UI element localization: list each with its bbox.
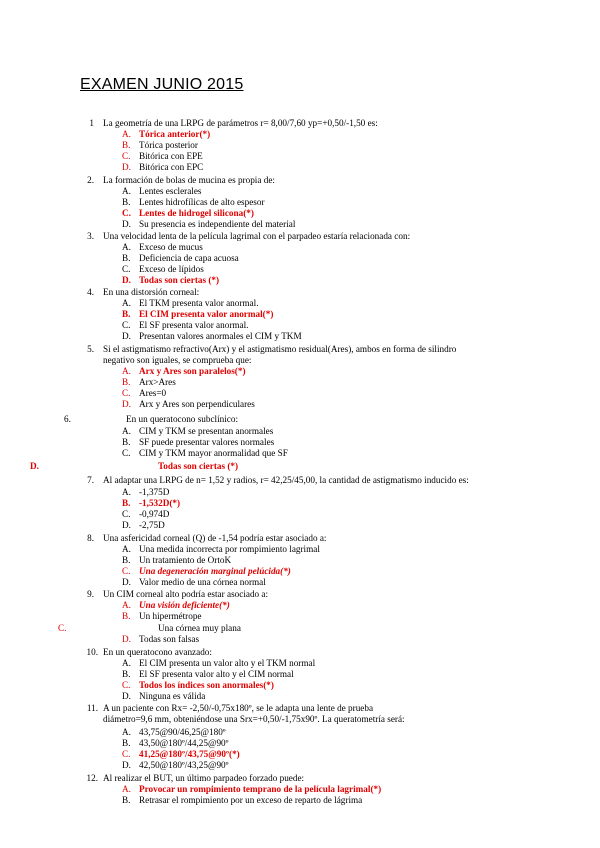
option-letter: D. (122, 275, 131, 285)
option-correct: Provocar un rompimiento temprano de la película lagrimal(*) (139, 784, 382, 794)
option: Exceso de mucus (139, 242, 203, 252)
option: SF puede presentar valores normales (139, 437, 275, 447)
question-number: 1 (89, 118, 94, 128)
option-correct: Todos los índices son anormales(*) (139, 680, 274, 690)
option: El SF presenta valor anormal. (139, 320, 249, 330)
question-text: La geometría de una LRPG de parámetros r= 8,00/7,60 yp=+0,50/-1,50 es: (103, 118, 378, 128)
question-text: Una asfericidad corneal (Q) de -1,54 podría estar asociado a: (103, 533, 327, 543)
option-correct: Todas son ciertas (*) (139, 275, 220, 285)
option: -1,375D (139, 487, 170, 497)
option-correct: Una visión deficiente(*) (139, 600, 230, 610)
option: Exceso de lípidos (139, 264, 204, 274)
option-letter: A. (122, 366, 131, 376)
option: Ninguna es válida (139, 691, 206, 701)
option-letter: A. (122, 426, 131, 436)
question-number: 7. (87, 475, 94, 485)
option-correct: -1,532D(*) (139, 498, 181, 508)
option: El TKM presenta valor anormal. (139, 298, 259, 308)
option: -2,75D (139, 520, 165, 530)
option: Valor medio de una córnea normal (139, 577, 266, 587)
option: CIM y TKM mayor anormalidad que SF (139, 448, 288, 458)
option-correct: Todas son ciertas (*) (158, 461, 239, 471)
question-text: En un queratocono avanzado: (103, 647, 212, 657)
question-number: 3. (87, 231, 94, 241)
option-letter: D. (122, 634, 131, 644)
option-letter: A. (122, 784, 131, 794)
option-letter: B. (122, 140, 131, 150)
option-letter: D. (122, 331, 131, 341)
question-text-cont: negativo son iguales, se comprueba que: (103, 355, 252, 365)
question-number: 5. (87, 344, 94, 354)
option: 43,50@180º/44,25@90º (139, 738, 229, 748)
question-text-cont: diámetro=9,6 mm, obteniéndose una Srx=+0,50/-1,75x90º. La queratometría será: (103, 714, 405, 724)
option-letter: D. (122, 162, 131, 172)
question-number: 2. (87, 175, 94, 185)
option-letter: D. (122, 219, 131, 229)
option: Lentes esclerales (139, 186, 202, 196)
option: Bitórica con EPE (139, 151, 203, 161)
option: Una medida incorrecta por rompimiento lagrimal (139, 544, 320, 554)
option-letter: A. (122, 487, 131, 497)
option-letter: A. (122, 600, 131, 610)
option-letter: B. (122, 611, 131, 621)
option-letter: C. (122, 264, 131, 274)
option-letter: D. (122, 577, 131, 587)
option-letter: C. (122, 448, 131, 458)
question-number: 8. (87, 533, 94, 543)
option: 42,50@180º/43,25@90º (139, 760, 229, 770)
question-number: 9. (87, 589, 94, 599)
option-correct: Lentes de hidrogel silicona(*) (139, 208, 254, 218)
option-letter: B. (122, 498, 131, 508)
option: Presentan valores anormales el CIM y TKM (139, 331, 302, 341)
option-correct: Arx y Ares son paralelos(*) (139, 366, 246, 376)
question-text: Si el astigmatismo refractivo(Arx) y el astigmatismo residual(Ares), ambos en forma de silindro (103, 344, 457, 354)
question-text: La formación de bolas de mucina es propia de: (103, 175, 275, 185)
option-letter: A. (122, 129, 131, 139)
option: El SF presenta valor alto y el CIM normal (139, 669, 294, 679)
option: Una córnea muy plana (158, 623, 241, 633)
option-letter: B. (122, 437, 131, 447)
option-letter: A. (122, 242, 131, 252)
question-number: 11. (86, 703, 98, 713)
question-text: Un CIM corneal alto podría estar asociado a: (103, 589, 269, 599)
option-letter: C. (122, 320, 131, 330)
option-letter: C. (122, 509, 131, 519)
option-letter: B. (122, 377, 131, 387)
option-correct: Una degeneración marginal pelúcida(*) (139, 566, 291, 576)
question-number: 10. (86, 647, 98, 657)
question-text: Al realizar el BUT, un último parpadeo forzado puede: (103, 773, 305, 783)
option: Lentes hidrofílicas de alto espesor (139, 197, 265, 207)
question-number: 6. (64, 414, 71, 424)
option: Arx>Ares (139, 377, 176, 387)
option-letter: B. (122, 795, 131, 805)
option-letter: A. (122, 727, 131, 737)
option: Arx y Ares son perpendiculares (139, 399, 255, 409)
option-letter: D. (122, 520, 131, 530)
option: 43,75@90/46,25@180º (139, 727, 226, 737)
option-letter: C. (122, 749, 131, 759)
option-letter: D. (122, 691, 131, 701)
option: Tórica posterior (139, 140, 198, 150)
option: Un hipermétrope (139, 611, 202, 621)
option-letter: A. (122, 658, 131, 668)
option: -0,974D (139, 509, 170, 519)
option: CIM y TKM se presentan anormales (139, 426, 274, 436)
option-letter: B. (122, 669, 131, 679)
option-letter: C. (122, 388, 131, 398)
option-letter: A. (122, 298, 131, 308)
option: Todas son falsas (139, 634, 200, 644)
question-number: 4. (87, 287, 94, 297)
option-letter: D. (122, 399, 131, 409)
option: Bitórica con EPC (139, 162, 204, 172)
option-letter: B. (122, 253, 131, 263)
option-correct: El CIM presenta valor anormal(*) (139, 309, 274, 319)
option-letter: D. (122, 760, 131, 770)
option: Su presencia es independiente del material (139, 219, 296, 229)
option-letter: A. (122, 186, 131, 196)
question-text: Al adaptar una LRPG de n= 1,52 y radios, r= 42,25/45,00, la cantidad de astigmatismo inducido es: (103, 475, 469, 485)
question-text: A un paciente con Rx= -2,50/-0,75x180º, se le adapta una lente de prueba (103, 703, 374, 713)
option-correct: Tórica anterior(*) (139, 129, 211, 139)
option-letter: B. (122, 309, 131, 319)
option-letter: C. (122, 566, 131, 576)
option-correct: 41,25@180º/43,75@90º(*) (139, 749, 240, 759)
option: Retrasar el rompimiento por un exceso de reparto de lágrima (139, 795, 363, 805)
option-letter: C. (122, 151, 131, 161)
question-text: Una velocidad lenta de la película lagrimal con el parpadeo estaría relacionada con: (103, 231, 411, 241)
option-letter: C. (58, 623, 67, 633)
option-letter: C. (122, 680, 131, 690)
question-number: 12. (86, 773, 98, 783)
option-letter: C. (122, 208, 131, 218)
option-letter: D. (30, 461, 39, 471)
option-letter: B. (122, 197, 131, 207)
question-text: En una distorsión corneal: (103, 287, 200, 297)
option: Deficiencia de capa acuosa (139, 253, 239, 263)
option-letter: A. (122, 544, 131, 554)
option: Un tratamiento de OrtoK (139, 555, 232, 565)
option: El CIM presenta un valor alto y el TKM normal (139, 658, 316, 668)
question-text: En un queratocono subclínico: (126, 414, 239, 424)
page-title: EXAMEN JUNIO 2015 (80, 76, 244, 93)
option-letter: B. (122, 555, 131, 565)
option-letter: B. (122, 738, 131, 748)
option: Ares=0 (139, 388, 167, 398)
